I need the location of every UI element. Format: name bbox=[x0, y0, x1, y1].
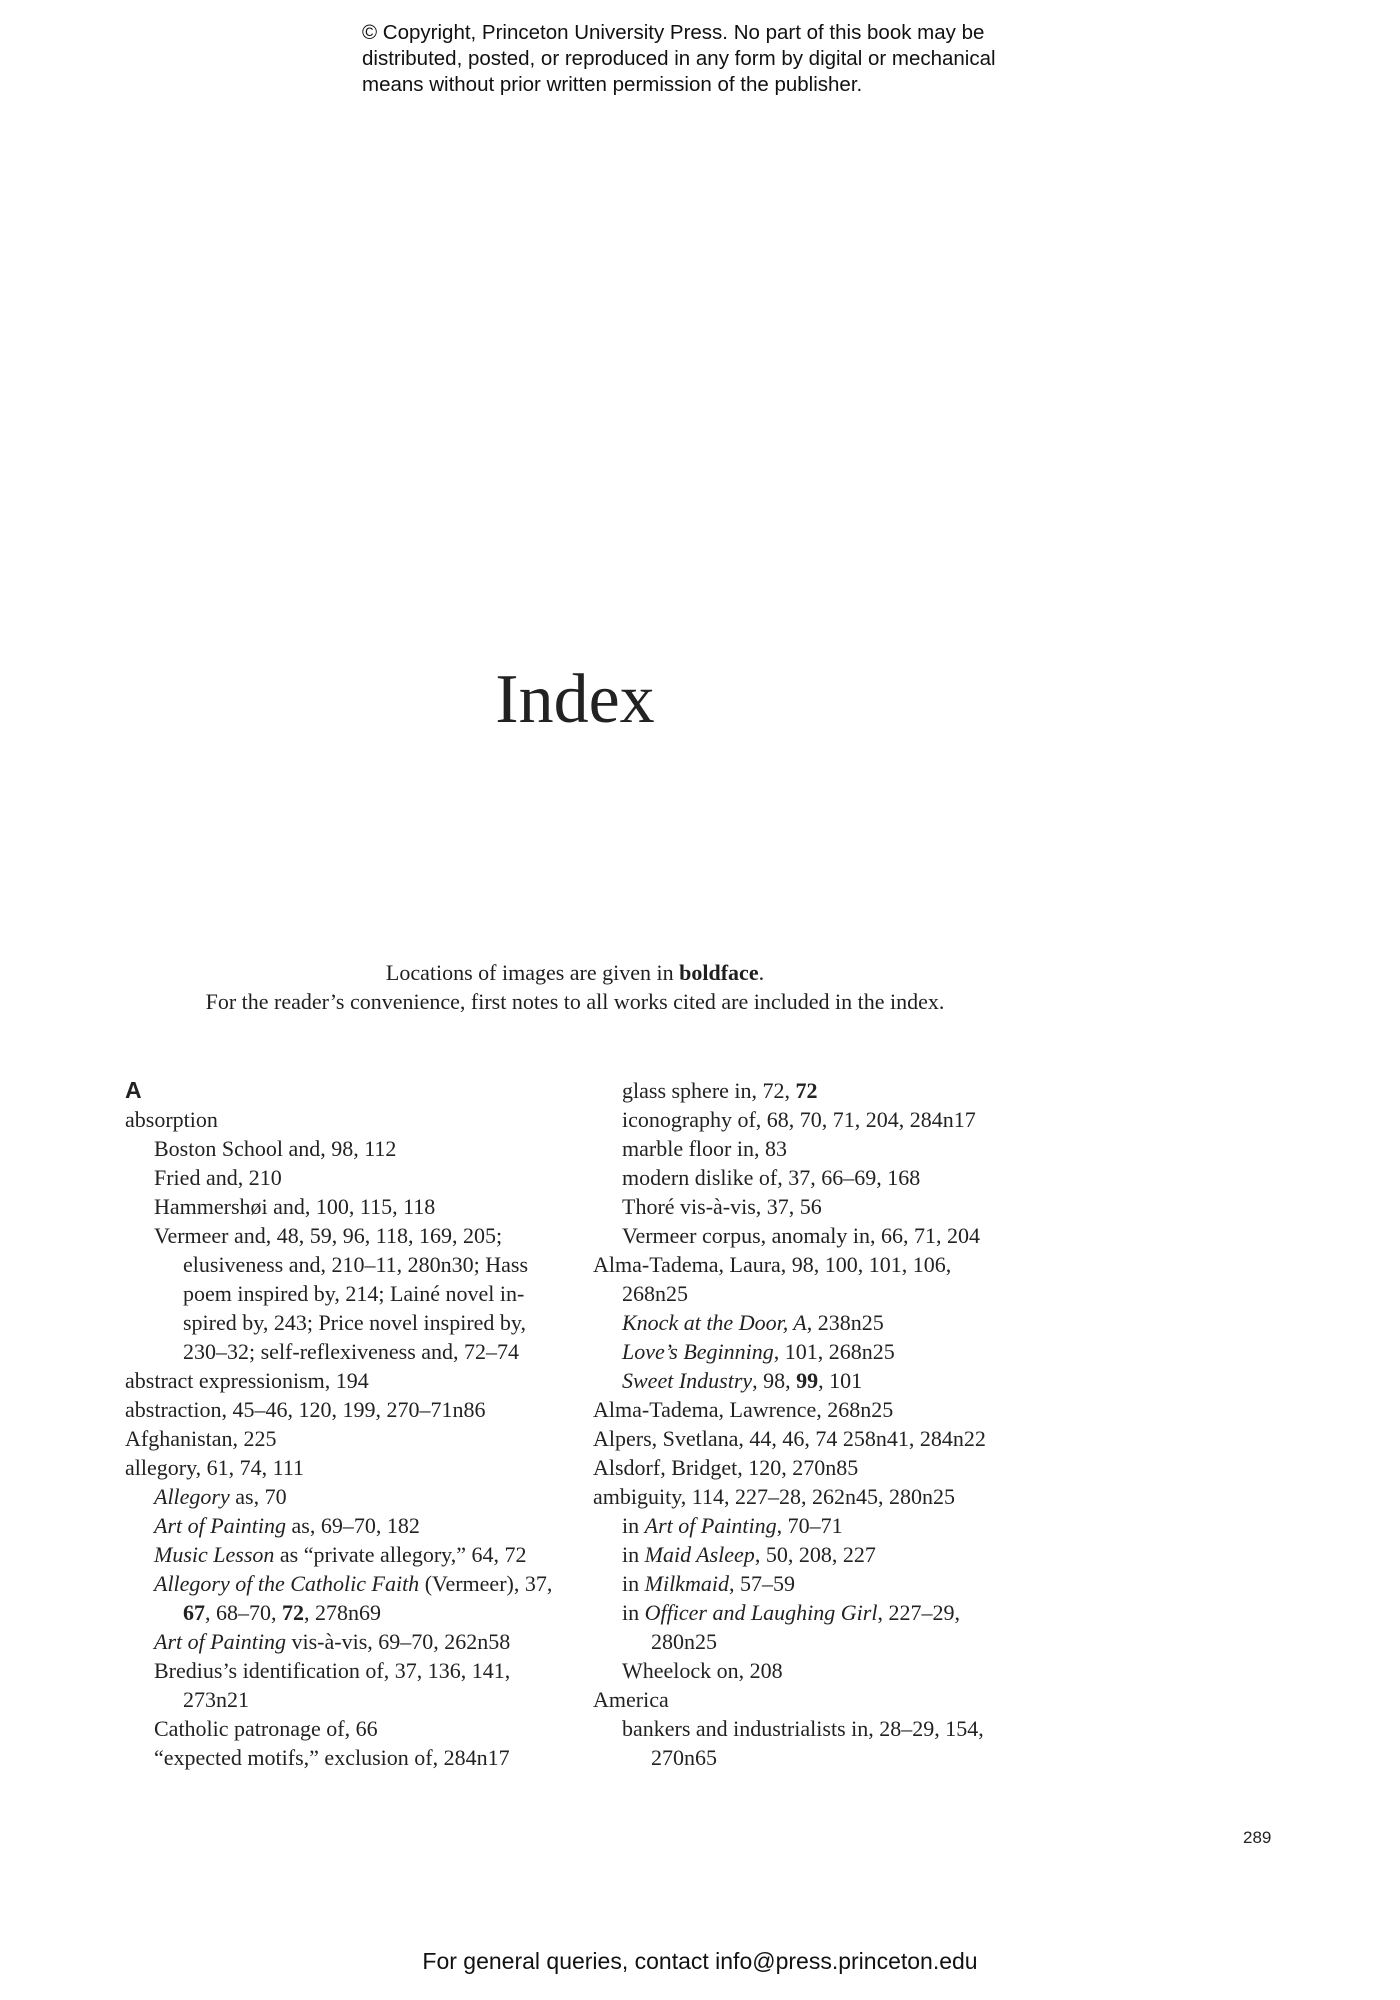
index-entry bbox=[593, 1656, 1033, 1685]
index-entry bbox=[125, 1656, 565, 1685]
index-entry bbox=[125, 1685, 565, 1714]
entry-text: allegory, 61, 74, 111 bbox=[125, 1455, 305, 1480]
index-entry bbox=[593, 1366, 1033, 1395]
entry-text: as, 69–70, 182 bbox=[286, 1513, 420, 1538]
index-entry bbox=[125, 1627, 565, 1656]
work-title: Sweet Industry bbox=[622, 1368, 753, 1393]
copyright-line: means without prior written permission of the publisher. bbox=[362, 73, 863, 96]
index-note-boldface bbox=[0, 958, 1150, 987]
copyright-line: © Copyright, Princeton University Press. No part of this book may be bbox=[362, 21, 985, 44]
index-entry bbox=[593, 1482, 1033, 1511]
index-entry bbox=[125, 1250, 565, 1279]
index-entry bbox=[593, 1627, 1033, 1656]
entry-text: modern dislike of, 37, 66–69, 168 bbox=[622, 1165, 921, 1190]
index-entry bbox=[125, 1105, 565, 1134]
entry-text: , 57–59 bbox=[728, 1571, 795, 1596]
index-entry bbox=[125, 1395, 565, 1424]
entry-text: , 50, 208, 227 bbox=[754, 1542, 876, 1567]
note-bold-word: boldface bbox=[679, 960, 759, 985]
index-entry bbox=[125, 1337, 565, 1366]
index-entry bbox=[593, 1279, 1033, 1308]
index-entry bbox=[593, 1192, 1033, 1221]
entry-text: “expected motifs,” exclusion of, 284n17 bbox=[154, 1745, 510, 1770]
index-entry bbox=[125, 1134, 565, 1163]
index-entry bbox=[125, 1540, 565, 1569]
index-entry bbox=[125, 1279, 565, 1308]
index-notes bbox=[0, 958, 1150, 1016]
copyright-notice bbox=[362, 20, 1062, 98]
work-title: Allegory bbox=[154, 1484, 230, 1509]
index-entry bbox=[125, 1598, 565, 1627]
index-entry bbox=[125, 1192, 565, 1221]
section-letter: A bbox=[125, 1077, 142, 1103]
entry-text: Catholic patronage of, 66 bbox=[154, 1716, 378, 1741]
entry-text: Afghanistan, 225 bbox=[125, 1426, 277, 1451]
index-entry bbox=[125, 1714, 565, 1743]
index-entry bbox=[593, 1714, 1033, 1743]
index-entry bbox=[125, 1221, 565, 1250]
work-title: Milkmaid bbox=[644, 1571, 729, 1596]
index-entry bbox=[593, 1395, 1033, 1424]
index-entry bbox=[125, 1366, 565, 1395]
work-title: Music Lesson bbox=[154, 1542, 275, 1567]
work-title: Officer and Laughing Girl bbox=[644, 1600, 878, 1625]
index-column-right bbox=[593, 1076, 1033, 1772]
entry-text: poem inspired by, 214; Lainé novel in- bbox=[183, 1281, 525, 1306]
boldface-page-ref: 67 bbox=[183, 1600, 205, 1625]
entry-text: as “private allegory,” 64, 72 bbox=[274, 1542, 527, 1567]
index-entry bbox=[593, 1598, 1033, 1627]
index-column-left bbox=[125, 1076, 565, 1772]
entry-text: 270n65 bbox=[651, 1745, 717, 1770]
page-number: 289 bbox=[1243, 1828, 1272, 1847]
entry-text: in bbox=[622, 1571, 645, 1596]
index-entry bbox=[593, 1424, 1033, 1453]
index-entry bbox=[593, 1685, 1033, 1714]
entry-text: elusiveness and, 210–11, 280n30; Hass bbox=[183, 1252, 529, 1277]
index-entry bbox=[593, 1540, 1033, 1569]
entry-text: Thoré vis-à-vis, 37, 56 bbox=[622, 1194, 822, 1219]
boldface-page-ref: 99 bbox=[796, 1368, 819, 1393]
index-entry bbox=[593, 1105, 1033, 1134]
work-title: Knock at the Door, A bbox=[622, 1310, 807, 1335]
entry-text: absorption bbox=[125, 1107, 218, 1132]
note-text: . bbox=[758, 960, 765, 985]
index-entry bbox=[125, 1511, 565, 1540]
index-entry bbox=[125, 1743, 565, 1772]
entry-text: iconography of, 68, 70, 71, 204, 284n17 bbox=[622, 1107, 976, 1132]
entry-text: in bbox=[622, 1600, 645, 1625]
work-title: Art of Painting bbox=[644, 1513, 777, 1538]
entry-text: , 278n69 bbox=[304, 1600, 381, 1625]
entry-text: abstraction, 45–46, 120, 199, 270–71n86 bbox=[125, 1397, 486, 1422]
work-title: Love’s Beginning bbox=[622, 1339, 774, 1364]
copyright-line: distributed, posted, or reproduced in any form by digital or mechanical bbox=[362, 47, 996, 70]
page-title: Index bbox=[495, 661, 655, 738]
entry-text: , 70–71 bbox=[776, 1513, 843, 1538]
entry-text: Alma-Tadema, Lawrence, 268n25 bbox=[593, 1397, 894, 1422]
entry-text: Wheelock on, 208 bbox=[622, 1658, 783, 1683]
entry-text: bankers and industrialists in, 28–29, 154, bbox=[622, 1716, 984, 1741]
entry-text: Alpers, Svetlana, 44, 46, 74 258n41, 284n22 bbox=[593, 1426, 986, 1451]
entry-text: 230–32; self-reflexiveness and, 72–74 bbox=[183, 1339, 520, 1364]
entry-text: abstract expressionism, 194 bbox=[125, 1368, 369, 1393]
index-entry bbox=[593, 1308, 1033, 1337]
entry-text: 273n21 bbox=[183, 1687, 249, 1712]
index-entry bbox=[125, 1482, 565, 1511]
entry-text: 268n25 bbox=[622, 1281, 688, 1306]
entry-text: as, 70 bbox=[229, 1484, 287, 1509]
entry-text: vis-à-vis, 69–70, 262n58 bbox=[286, 1629, 511, 1654]
index-entry bbox=[125, 1308, 565, 1337]
entry-text: , 98, bbox=[752, 1368, 797, 1393]
index-entry bbox=[593, 1250, 1033, 1279]
note-text: Locations of images are given in bbox=[385, 960, 680, 985]
entry-text: , 101 bbox=[818, 1368, 863, 1393]
index-entry bbox=[593, 1221, 1033, 1250]
index-note-first-notes: For the reader’s convenience, first notes to all works cited are included in the index. bbox=[205, 989, 945, 1014]
entry-text: Vermeer and, 48, 59, 96, 118, 169, 205; bbox=[154, 1223, 503, 1248]
entry-text: Fried and, 210 bbox=[154, 1165, 282, 1190]
work-title: Art of Painting bbox=[154, 1629, 286, 1654]
entry-text: spired by, 243; Price novel inspired by, bbox=[183, 1310, 526, 1335]
index-entry bbox=[125, 1424, 565, 1453]
index-entry bbox=[593, 1337, 1033, 1366]
work-title: Art of Painting bbox=[154, 1513, 286, 1538]
entry-text: Hammershøi and, 100, 115, 118 bbox=[154, 1194, 436, 1219]
index-entries-right bbox=[593, 1076, 1033, 1772]
work-title: Maid Asleep bbox=[644, 1542, 755, 1567]
work-title: Allegory of the Catholic Faith bbox=[154, 1571, 420, 1596]
index-entry bbox=[593, 1163, 1033, 1192]
entry-text: glass sphere in, 72, bbox=[622, 1078, 796, 1103]
entry-text: Boston School and, 98, 112 bbox=[154, 1136, 397, 1161]
entry-text: Alsdorf, Bridget, 120, 270n85 bbox=[593, 1455, 859, 1480]
entry-text: Vermeer corpus, anomaly in, 66, 71, 204 bbox=[622, 1223, 981, 1248]
index-entry bbox=[593, 1743, 1033, 1772]
index-entry bbox=[125, 1569, 565, 1598]
entry-text: , 68–70, bbox=[205, 1600, 282, 1625]
entry-text: , 101, 268n25 bbox=[773, 1339, 895, 1364]
index-entry bbox=[593, 1134, 1033, 1163]
index-entry bbox=[125, 1453, 565, 1482]
entry-text: ambiguity, 114, 227–28, 262n45, 280n25 bbox=[593, 1484, 955, 1509]
entry-text: America bbox=[593, 1687, 669, 1712]
index-entry bbox=[593, 1453, 1033, 1482]
index-entry bbox=[593, 1569, 1033, 1598]
entry-text: , 238n25 bbox=[806, 1310, 884, 1335]
entry-text: 280n25 bbox=[651, 1629, 717, 1654]
entry-text: (Vermeer), 37, bbox=[419, 1571, 553, 1596]
entry-text: in bbox=[622, 1513, 645, 1538]
entry-text: in bbox=[622, 1542, 645, 1567]
boldface-page-ref: 72 bbox=[795, 1078, 818, 1103]
entry-text: Alma-Tadema, Laura, 98, 100, 101, 106, bbox=[593, 1252, 952, 1277]
entry-text: , 227–29, bbox=[877, 1600, 960, 1625]
footer-contact: For general queries, contact info@press.princeton.edu bbox=[422, 1948, 978, 1974]
index-entry bbox=[593, 1076, 1033, 1105]
entry-text: marble floor in, 83 bbox=[622, 1136, 787, 1161]
boldface-page-ref: 72 bbox=[282, 1600, 304, 1625]
entry-text: Bredius’s identification of, 37, 136, 141, bbox=[154, 1658, 511, 1683]
index-entries-left bbox=[125, 1105, 565, 1772]
index-entry bbox=[125, 1163, 565, 1192]
index-entry bbox=[593, 1511, 1033, 1540]
